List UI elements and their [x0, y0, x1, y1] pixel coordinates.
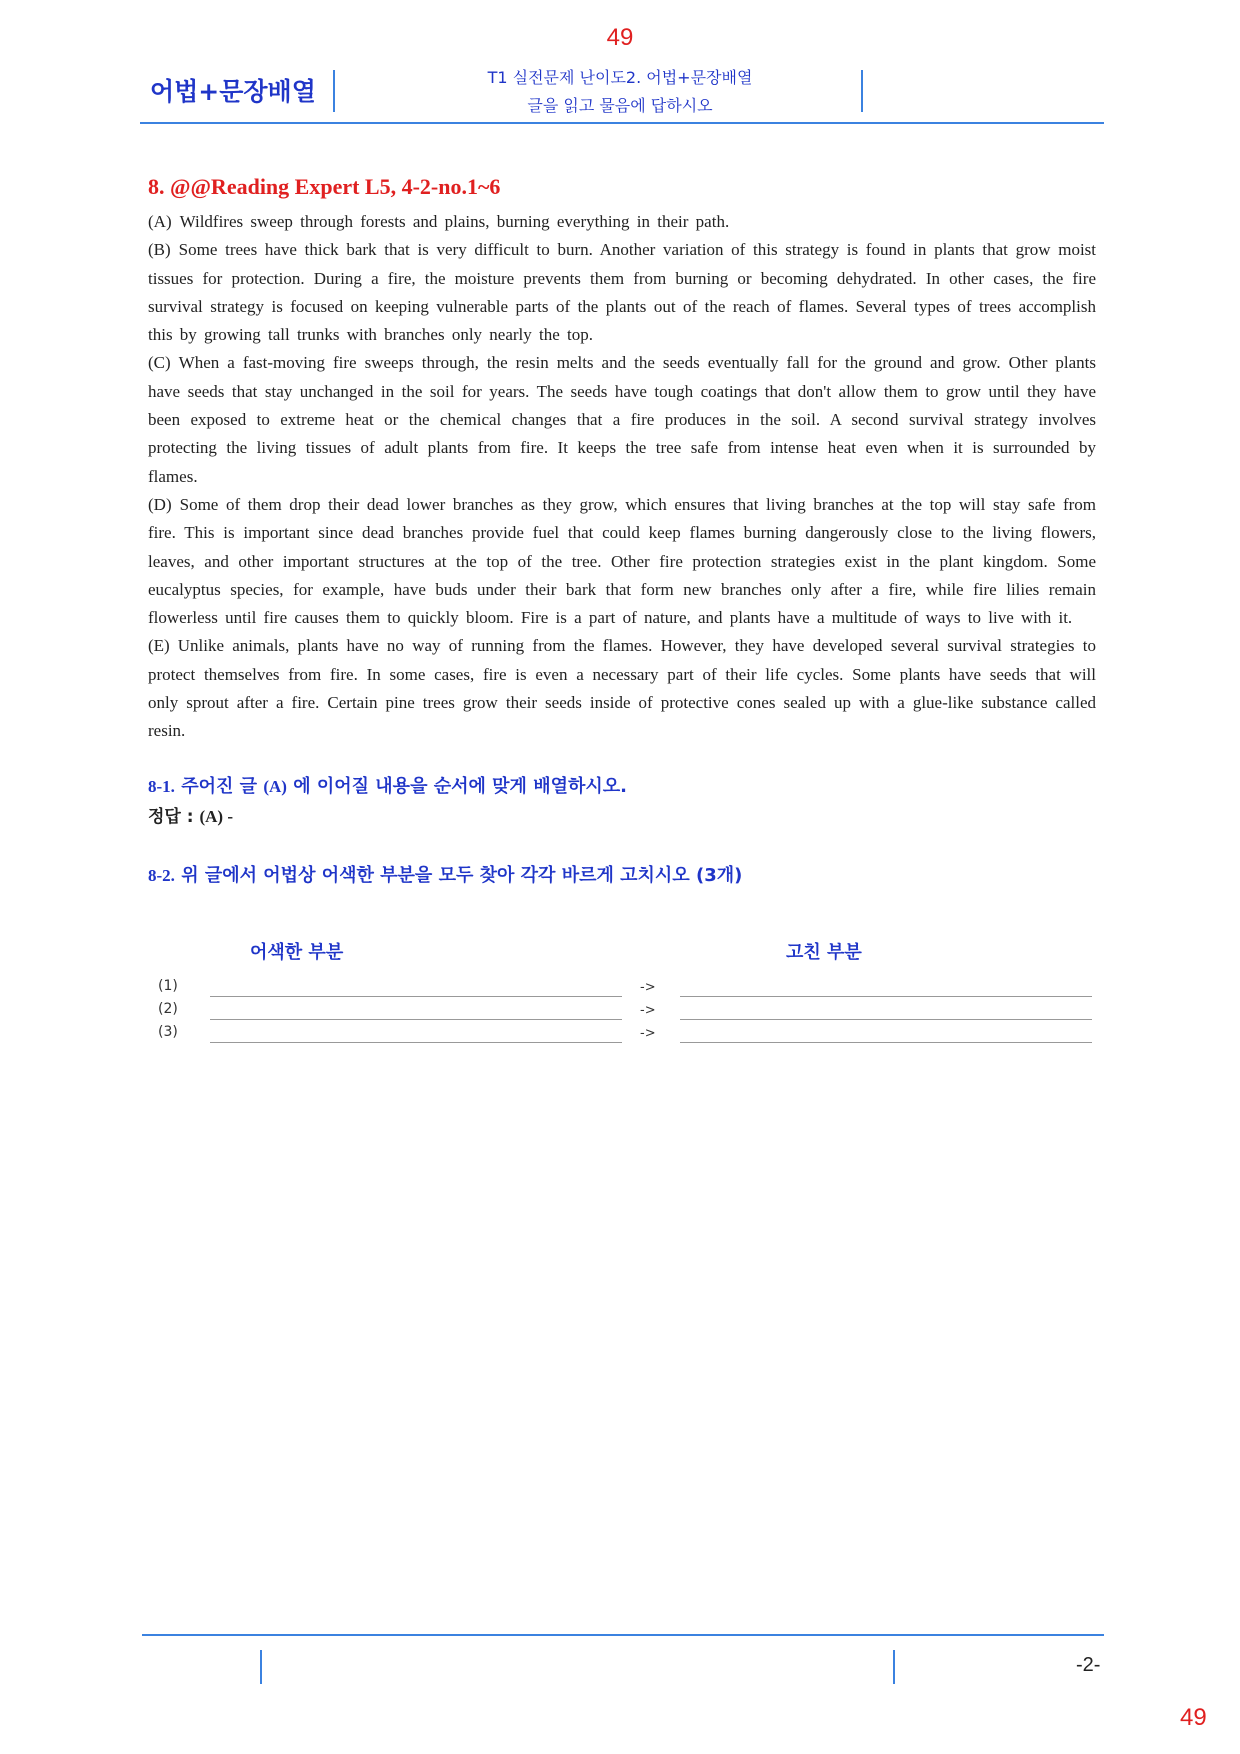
subquestion-8-2	[148, 861, 1096, 887]
answer-label: 정답 :	[148, 806, 194, 827]
question-title	[148, 174, 1096, 200]
paragraph-label: (A)	[148, 212, 172, 231]
paragraph-label: (D)	[148, 494, 172, 514]
subquestion-number: 8-2.	[148, 865, 175, 885]
header-line-2: 글을 읽고 물음에 답하시오	[527, 96, 713, 115]
paragraph-label: (B)	[148, 240, 171, 260]
paragraph-d	[148, 491, 1096, 632]
header-rule	[140, 122, 1104, 124]
subquestion-tag: (A)	[263, 776, 287, 796]
answer-value[interactable]: (A) -	[199, 806, 233, 826]
header-divider-left	[333, 70, 335, 112]
arrow-2: ->	[640, 1003, 656, 1018]
question-number: 8.	[148, 174, 165, 199]
answer-blank-fixed-1[interactable]	[680, 996, 1092, 997]
column-head-wrong: 어색한 부분	[250, 942, 344, 963]
subquestion-text: 위 글에서 어법상 어색한 부분을 모두 찾아 각각 바르게 고치시오	[181, 864, 690, 886]
paragraph-text: When a fast-moving fire sweeps through, the resin melts and the seeds eventually fall for the ground and grow. Other plants have seeds that stay unchanged in the soil for years. The seeds have tough coatings that don't allow them to grow until they have been exposed to extreme heat or the chemical changes that a fire produces in the soil. A second survival strategy involves protecting the living tissues of adult plants from fire. It keeps the tree safe from intense heat even when it is surrounded by flames.	[148, 353, 1096, 486]
answer-blank-wrong-1[interactable]	[210, 996, 622, 997]
paragraph-b	[148, 236, 1096, 349]
subquestion-number: 8-1.	[148, 776, 175, 796]
paragraph-text: Some of them drop their dead lower branches as they grow, which ensures that living branches at the top will stay safe from fire. This is important since dead branches provide fuel that could keep flames burning dangerously close to the living flowers, leaves, and other important structures at the top of the tree. Other fire protection strategies exist in the plant kingdom. Some eucalyptus species, for example, have buds under their bark that form new branches only after a fire, while fire lilies remain flowerless until fire causes them to quickly bloom. Fire is a part of nature, and plants have a multitude of ways to live with it.	[148, 494, 1096, 628]
footer-divider-left	[260, 1650, 262, 1684]
answer-blank-wrong-3[interactable]	[210, 1042, 622, 1043]
answer-blank-fixed-2[interactable]	[680, 1019, 1092, 1020]
section-title: 어법+문장배열	[150, 77, 316, 106]
paragraph-text: Wildfires sweep through forests and plains, burning everything in their path.	[179, 212, 730, 231]
header-line-1: T1 실전문제 난이도2. 어법+문장배열	[487, 68, 753, 87]
subquestion-text-a: 주어진 글	[181, 775, 258, 797]
question-source: @@Reading Expert L5, 4-2-no.1~6	[170, 174, 501, 199]
arrow-1: ->	[640, 980, 656, 995]
page-number-top: 49	[606, 24, 634, 51]
answer-line	[148, 802, 1096, 827]
subquestion-8-1	[148, 772, 1096, 798]
question-content	[148, 174, 1096, 887]
page-number-bottom: 49	[1180, 1704, 1207, 1731]
footer-divider-right	[893, 1650, 895, 1684]
column-head-fixed: 고친 부분	[786, 942, 862, 963]
row-label-2: (2)	[158, 1001, 178, 1017]
paragraph-text: Unlike animals, plants have no way of running from the flames. However, they have developed several survival strategies to protect themselves from fire. In some cases, fire is even a necessary part of their life cycles. Some plants have seeds that will only sprout after a fire. Certain pine trees grow their seeds inside of protective cones sealed up with a glue-like substance called resin.	[148, 636, 1096, 741]
subquestion-count: (3개)	[695, 864, 743, 886]
paragraph-label: (E)	[148, 636, 170, 656]
paragraph-c	[148, 349, 1096, 490]
paragraph-label: (C)	[148, 353, 171, 373]
answer-blank-wrong-2[interactable]	[210, 1019, 622, 1020]
footer-page-marker: -2-	[1076, 1654, 1101, 1676]
paragraph-e	[148, 632, 1096, 745]
answer-blank-fixed-3[interactable]	[680, 1042, 1092, 1043]
header-divider-right	[861, 70, 863, 112]
row-label-3: (3)	[158, 1024, 178, 1040]
footer-rule	[142, 1634, 1104, 1636]
subquestion-text-b: 에 이어질 내용을 순서에 맞게 배열하시오.	[293, 775, 627, 797]
header-instructions	[360, 64, 880, 120]
paragraph-text: Some trees have thick bark that is very difficult to burn. Another variation of this strategy is found in plants that grow moist tissues for protection. During a fire, the moisture prevents them from burning or becoming dehydrated. In other cases, the fire survival strategy is focused on keeping vulnerable parts of the plants out of the reach of flames. Several types of trees accomplish this by growing tall trunks with branches only nearly the top.	[148, 240, 1096, 345]
arrow-3: ->	[640, 1026, 656, 1041]
row-label-1: (1)	[158, 978, 178, 994]
paragraph-a	[148, 208, 1096, 236]
